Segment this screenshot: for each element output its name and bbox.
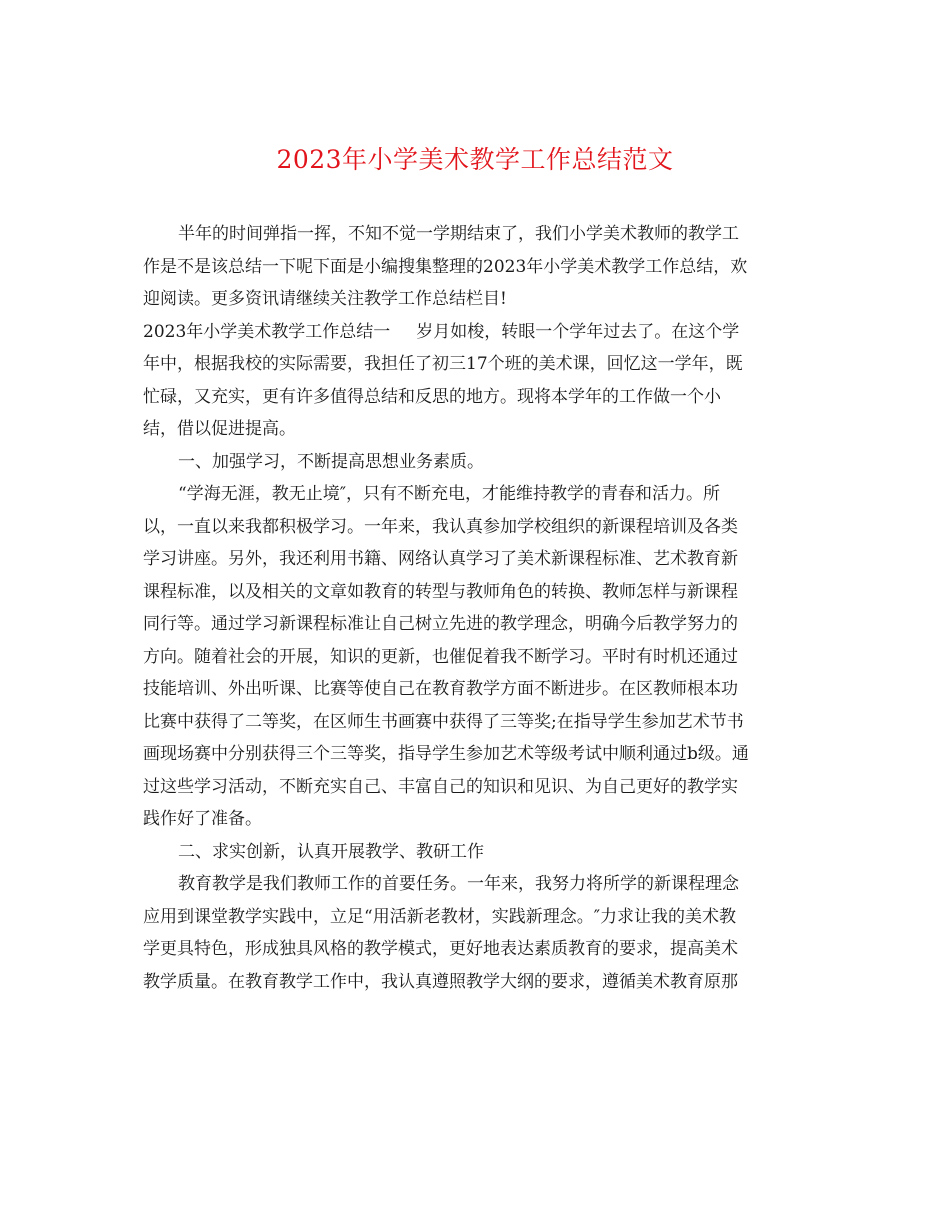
paragraph-line: [143, 316, 811, 349]
section-heading: 一、加强学习，不断提高思想业务素质。: [178, 451, 484, 472]
paragraph-line: 应用到课堂教学实践中，立足“用活新老教材，实践新理念。″力求让我的美术教: [143, 906, 737, 927]
paragraph-line: 迎阅读。更多资讯请继续关注教学工作总结栏目!: [143, 289, 507, 309]
paragraph-line: 学更具特色，形成独具风格的教学模式，更好地表达素质教育的要求，提高美术: [143, 939, 738, 959]
paragraph-line: 结，借以促进提高。: [143, 419, 296, 439]
paragraph-line: 以，一直以来我都积极学习。一年来，我认真参加学校组织的新课程培训及各类: [143, 516, 738, 537]
document-title: 2023年小学美术教学工作总结范文: [276, 145, 674, 174]
paragraph-line: 同行等。通过学习新课程标准让自己树立先进的教学理念，明确今后教学努力的: [143, 614, 738, 634]
paragraph-line: 忙碌，又充实，更有许多值得总结和反思的地方。现将本学年的工作做一个小: [143, 386, 721, 407]
section-heading: 二、求实创新，认真开展教学、教研工作: [178, 841, 484, 862]
paragraph-line: 技能培训、外出听课、比赛等使自己在教育教学方面不断进步。在区教师根本功: [143, 679, 738, 699]
paragraph-line: 教育教学是我们教师工作的首要任务。一年来，我努力将所学的新课程理念: [178, 874, 739, 894]
section-heading: 2023年小学美术教学工作总结一: [143, 321, 391, 342]
paragraph-line: 学习讲座。另外，我还利用书籍、网络认真学习了美术新课程标准、艺术教育新: [143, 549, 738, 569]
paragraph-text: 岁月如梭，转眼一个学年过去了。在这个学: [416, 321, 740, 342]
paragraph-line: 比赛中获得了二等奖，在区师生书画赛中获得了三等奖;在指导学生参加艺术节书: [143, 711, 744, 732]
paragraph-line: 作是不是该总结一下呢下面是小编搜集整理的2023年小学美术教学工作总结，欢: [143, 256, 748, 277]
paragraph-line: “学海无涯，教无止境″，只有不断充电，才能维持教学的青春和活力。所: [178, 484, 721, 504]
paragraph-line: 半年的时间弹指一挥，不知不觉一学期结束了，我们小学美术教师的教学工: [178, 224, 739, 244]
paragraph-line: 课程标准，以及相关的文章如教育的转型与教师角色的转换、教师怎样与新课程: [143, 581, 738, 602]
paragraph-line: 教学质量。在教育教学工作中，我认真遵照教学大纲的要求，遵循美术教育原那: [143, 971, 738, 992]
paragraph-line: 年中，根据我校的实际需要，我担任了初三17个班的美术课，回忆这一学年，既: [143, 354, 743, 374]
document-body: [143, 218, 811, 998]
paragraph-line: 过这些学习活动，不断充实自己、丰富自己的知识和见识、为自己更好的教学实: [143, 776, 738, 797]
paragraph-line: 践作好了准备。: [143, 809, 262, 829]
paragraph-line: 方向。随着社会的开展，知识的更新，也催促着我不断学习。平时有时机还通过: [143, 646, 738, 667]
paragraph-line: 画现场赛中分别获得三个三等奖，指导学生参加艺术等级考试中顺利通过b级。通: [143, 744, 749, 764]
